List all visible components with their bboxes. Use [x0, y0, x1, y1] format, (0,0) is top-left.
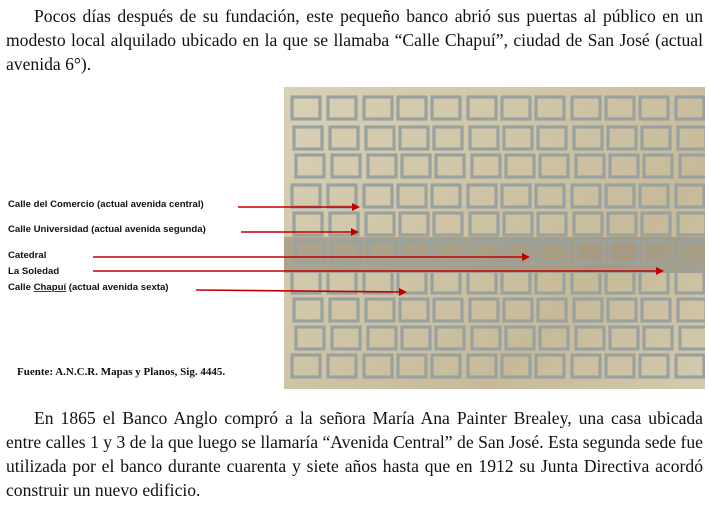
arrow-catedral-head [522, 253, 530, 261]
arrow-comercio-head [352, 203, 360, 211]
label-calle-chapui: Calle Chapuí (actual avenida sexta) [8, 282, 169, 293]
arrow-chapui-head [399, 288, 407, 296]
label-catedral: Catedral [8, 250, 47, 261]
arrow-soledad-head [656, 267, 664, 275]
arrow-universidad-head [351, 228, 359, 236]
source-caption: Fuente: A.N.C.R. Mapas y Planos, Sig. 4445. [17, 366, 226, 378]
label-la-soledad: La Soledad [8, 266, 60, 277]
arrow-chapui [196, 290, 401, 292]
intro-paragraph: Pocos días después de su fundación, este pequeño banco abrió sus puertas al público en un modesto local alquilado ubicado en la que se llamaba “Calle Chapuí”, ciudad de San José (actual avenida 6°). [6, 6, 703, 74]
second-paragraph: En 1865 el Banco Anglo compró a la señora María Ana Painter Brealey, una casa ubicada entre calles 1 y 3 de la que luego se llamaría “Avenida Central” de San José. Esta segunda sede fue utilizada por el banco durante cuarenta y siete años hasta que en 1912 su Junta Directiva acordó construir un nuevo edificio. [6, 408, 703, 500]
label-calle-comercio: Calle del Comercio (actual avenida central) [8, 199, 204, 210]
label-calle-universidad: Calle Universidad (actual avenida segunda) [8, 224, 206, 235]
